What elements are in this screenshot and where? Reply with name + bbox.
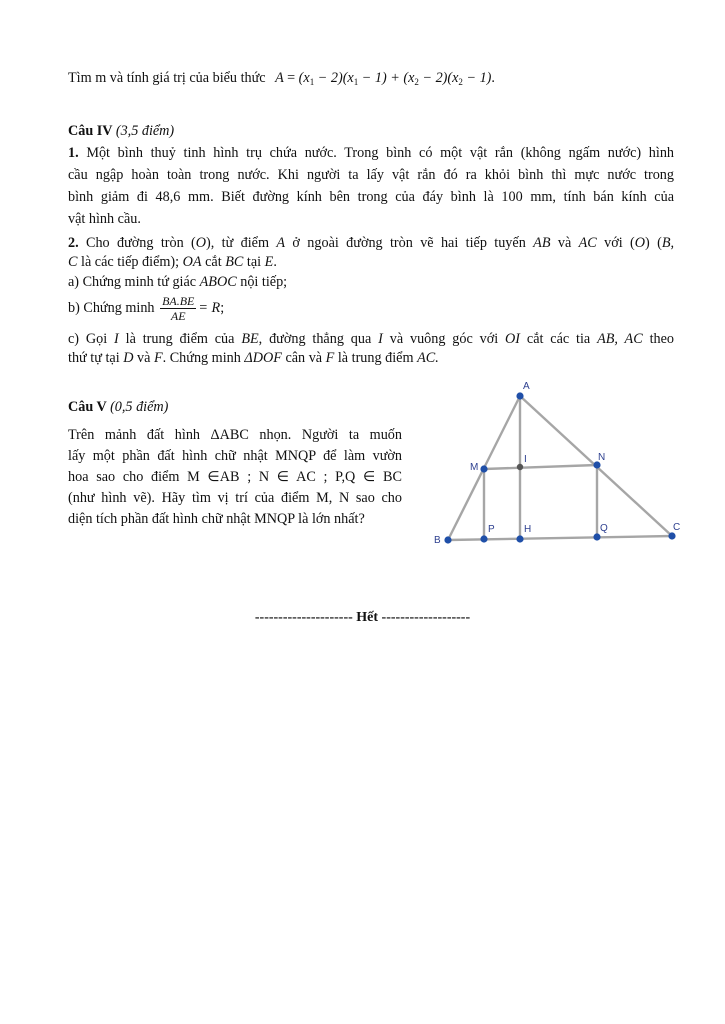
q5-line1: Trên mảnh đất hình ΔABC nhọn. Người ta muốn: [68, 427, 402, 443]
q5-heading: [68, 396, 402, 418]
q5-line2: lấy một phần đất hình chữ nhật MNQP để làm vườn: [68, 448, 402, 464]
figure-labels: [434, 381, 680, 546]
q4-part-c-line1: c) Gọi I là trung điểm của BE, đường thẳng qua I và vuông góc với OI cắt các tia AB, AC theo: [68, 331, 674, 347]
point-B: [444, 536, 451, 543]
q4-part-a: a) Chứng minh tứ giác ABOC nội tiếp;: [68, 274, 288, 290]
point-M: [480, 465, 487, 472]
label-B: B: [434, 535, 441, 546]
q4-p1-line4: vật hình cầu.: [68, 211, 141, 227]
triangle-figure: [428, 378, 688, 553]
fraction: $\frac{BA.BE}{AE}$: [162, 294, 195, 324]
point-P: [480, 535, 487, 542]
intro-text: Tìm m và tính giá trị của biểu thức: [68, 70, 266, 86]
point-A: [516, 392, 523, 399]
label-Q: Q: [600, 523, 608, 534]
q4-part-c-line2: thứ tự tại D và F. Chứng minh ΔDOF cân và F là trung điểm AC.: [68, 350, 439, 366]
end-marker: --------------------- Hết -------------------: [254, 610, 471, 625]
intro-line: [68, 67, 674, 93]
segment-MN: [484, 465, 597, 469]
q5-title: Câu V: [68, 399, 107, 415]
q5-line5: diện tích phần đất hình chữ nhật MNQP là lớn nhất?: [68, 511, 365, 527]
q4-heading: [68, 120, 674, 142]
q5-line4: (như hình vẽ). Hãy tìm vị trí của điểm M, N sao cho: [68, 490, 402, 506]
label-N: N: [598, 452, 606, 463]
q4-p1-line1: 1. Một bình thuỷ tinh hình trụ chứa nước. Trong bình có một vật rắn (không ngấm nước) hình: [68, 145, 675, 161]
q5-line3: hoa sao cho điểm M ∈AB ; N ∈ AC ; P,Q ∈ BC: [68, 469, 402, 485]
label-A: A: [523, 381, 530, 392]
q4-p1-line2: cầu ngập hoàn toàn trong nước. Khi người ta lấy vật rắn đó ra khỏi bình thì mực nước trong: [68, 167, 674, 183]
figure-points: [444, 392, 675, 543]
q4-p1-line3: bình giảm đi 48,6 mm. Biết đường kính bên trong của đáy bình là 100 mm, tính bán kính của: [68, 189, 674, 205]
q4-p2-line1: 2. Cho đường tròn (O), từ điểm A ở ngoài đường tròn vẽ hai tiếp tuyến AB và AC với (O) (B,: [68, 235, 675, 251]
label-P: P: [488, 524, 495, 535]
expression-A: $A = (x_1 - 2)(x_1 - 1) + (x_2 - 2)(x_2 - 1)$.: [275, 70, 495, 87]
q5-points: (0,5 điểm): [110, 399, 169, 415]
label-I: I: [524, 454, 527, 465]
q4-title: Câu IV: [68, 123, 113, 139]
point-I: [517, 464, 523, 470]
label-H: H: [524, 524, 532, 535]
q4-part-b: b) Chứng minh $\frac{BA.BE}{AE}$ = R;: [68, 294, 225, 324]
q4-p2-line2: C là các tiếp điểm); OA cắt BC tại E.: [68, 254, 277, 270]
point-H: [516, 535, 523, 542]
point-C: [668, 532, 675, 539]
point-Q: [593, 533, 600, 540]
label-M: M: [470, 462, 479, 473]
label-C: C: [673, 522, 681, 533]
q4-points: (3,5 điểm): [115, 123, 175, 139]
